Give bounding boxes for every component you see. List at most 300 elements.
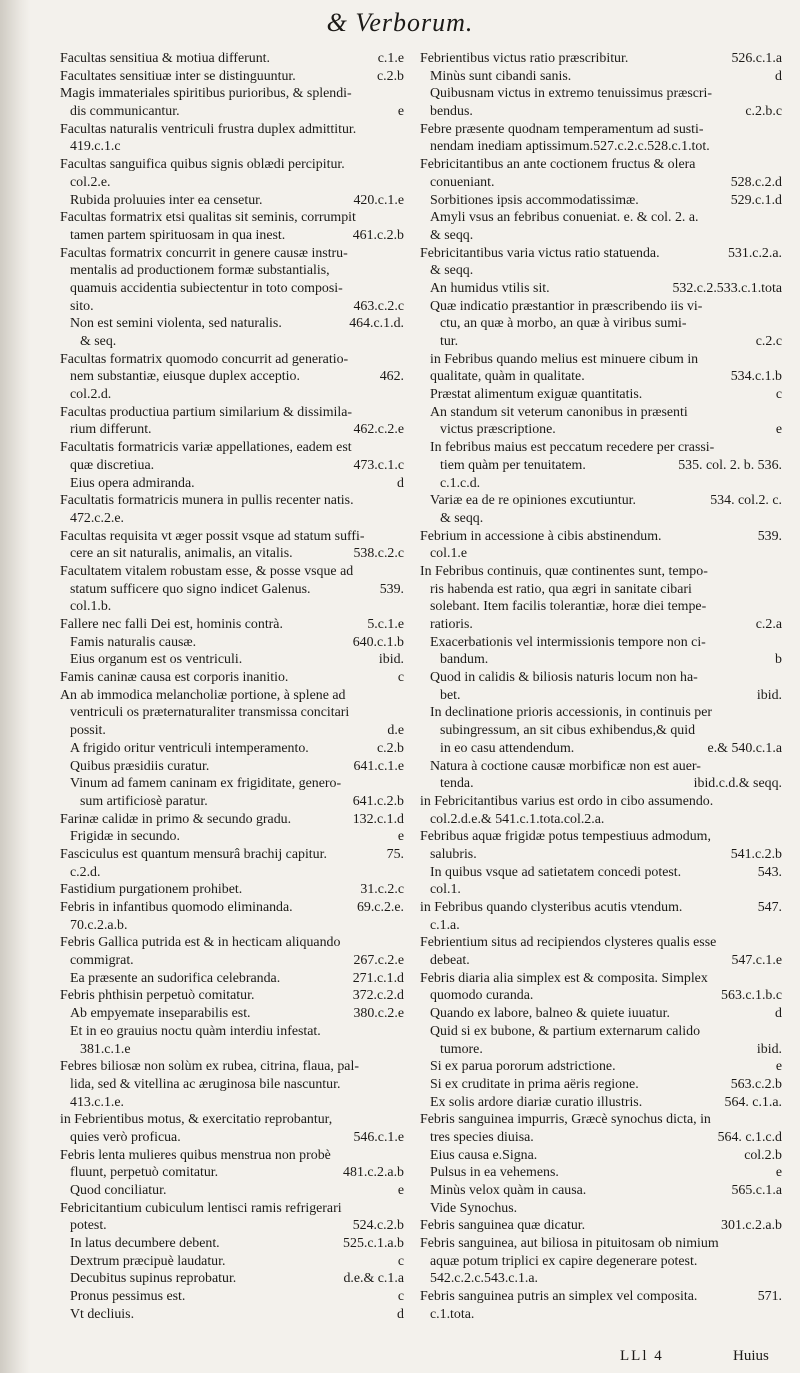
entry-text: Facultas productiua partium similarium & dissimila-: [60, 404, 353, 420]
index-entry-line: [420, 50, 782, 68]
entry-reference: 301.c.2.a.b: [718, 1217, 782, 1235]
entry-text: Facultatis formatricis variæ appellationes, eadem est: [60, 440, 352, 456]
index-entry-line: [420, 563, 782, 581]
entry-text: Febris lenta mulieres quibus menstrua non probè: [60, 1147, 331, 1163]
index-entry-line: [60, 475, 404, 493]
entry-text: Facultatem vitalem robustam esse, & posse vsque ad: [60, 563, 354, 579]
entry-reference: c.1.e: [375, 50, 404, 68]
index-entry-line: [60, 987, 404, 1005]
index-entry-line: [420, 864, 782, 882]
entry-text: nendam inediam aptissimum.527.c.2.c.528.c.1.tot.: [430, 139, 710, 155]
entry-text: Quæ indicatio præstantior in præscribendo iis vi-: [430, 298, 703, 314]
entry-text: Quando ex labore, balneo & quiete iuuatur.: [430, 1006, 670, 1022]
entry-reference: 526.c.1.a: [728, 50, 782, 68]
index-entry-line: [420, 616, 782, 634]
entry-text: Febris phthisin perpetuò comitatur.: [60, 988, 255, 1004]
entry-reference: 564. c.1.a.: [722, 1094, 782, 1112]
index-entry-line: [420, 722, 782, 740]
entry-text: quæ discretiua.: [70, 457, 155, 473]
index-entry-line: [420, 598, 782, 616]
entry-text: Febris in infantibus quomodo eliminanda.: [60, 900, 293, 915]
index-entry-line: [60, 669, 404, 687]
index-entry-line: [60, 828, 404, 846]
entry-text: rium differunt.: [70, 422, 152, 438]
entry-reference: 69.c.2.e.: [354, 899, 404, 917]
index-entry-line: [60, 227, 404, 245]
entry-text: c.1.a.: [430, 917, 460, 933]
index-entry-line: [420, 439, 782, 457]
index-entry-line: [420, 475, 782, 493]
entry-reference: b: [772, 651, 782, 669]
entry-text: Vide Synochus.: [430, 1200, 518, 1216]
index-entry-line: [60, 333, 404, 351]
entry-text: Facultatis formatricis munera in pullis recenter natis.: [60, 493, 354, 509]
entry-text: Febris diaria alia simplex est & composita. Simplex: [420, 970, 708, 986]
entry-text: Rubida proluuies inter ea censetur.: [70, 192, 263, 208]
index-entry-line: [60, 634, 404, 652]
entry-text: c.1.tota.: [430, 1306, 475, 1322]
index-entry-line: [420, 793, 782, 811]
entry-reference: c: [773, 386, 782, 404]
index-entry-line: [60, 1217, 404, 1235]
entry-text: quamuis accidentia subiectentur in toto composi-: [70, 280, 343, 296]
index-entry-line: [420, 492, 782, 510]
entry-text: lida, sed & vitellina ac æruginosa bile nascuntur.: [70, 1076, 341, 1092]
index-entry-line: [420, 545, 782, 563]
index-entry-line: [420, 298, 782, 316]
index-entry-line: [420, 934, 782, 952]
index-entry-line: [420, 1253, 782, 1271]
index-entry-line: [60, 1306, 404, 1324]
entry-reference: 132.c.1.d: [350, 811, 404, 829]
index-entry-line: [420, 85, 782, 103]
entry-reference: 531.c.2.a.: [725, 245, 782, 263]
entry-reference: 563.c.1.b.c: [718, 987, 782, 1005]
page-header: & Verborum.: [326, 8, 474, 37]
entry-text: Præstat alimentum exiguæ quantitatis.: [430, 387, 643, 403]
entry-text: Febrientium situs ad recipiendos clysteres qualis esse: [420, 935, 717, 951]
index-entry-line: [420, 1182, 782, 1200]
index-entry-line: [420, 1147, 782, 1165]
index-entry-line: [60, 262, 404, 280]
entry-text: subingressum, an sit cibus exhibendus,& quid: [440, 723, 696, 739]
entry-text: Ab empyemate inseparabilis est.: [70, 1006, 251, 1022]
index-entry-line: [60, 404, 404, 422]
entry-text: Fasciculus est quantum mensurâ brachij capitur.: [60, 846, 327, 862]
entry-reference: 534. col.2. c.: [707, 492, 782, 510]
entry-text: In Febribus continuis, quæ continentes sunt, tempo-: [420, 563, 708, 579]
entry-text: Natura à coctione causæ morbificæ non est auer-: [430, 758, 701, 774]
index-entry-line: [420, 156, 782, 174]
index-entry-line: [60, 1041, 404, 1059]
index-entry-line: [60, 1200, 404, 1218]
signature-mark: LLl 4: [620, 1348, 664, 1364]
index-entry-line: [420, 1164, 782, 1182]
index-entry-line: [420, 245, 782, 263]
index-entry-line: [60, 740, 404, 758]
entry-text: Facultas formatrix concurrit in genere causæ instru-: [60, 245, 348, 261]
entry-reference: 641.c.1.e: [350, 758, 404, 776]
index-entry-line: [420, 510, 782, 528]
index-entry-line: [60, 917, 404, 935]
entry-reference: c: [395, 1288, 404, 1306]
entry-reference: 546.c.1.e: [350, 1129, 404, 1147]
index-entry-line: [60, 50, 404, 68]
index-entry-line: [420, 881, 782, 899]
entry-text: 419.c.1.c: [70, 139, 121, 155]
index-entry-line: [420, 1217, 782, 1235]
index-entry-line: [60, 1253, 404, 1271]
entry-reference: 532.c.2.533.c.1.tota: [669, 280, 782, 298]
index-entry-line: [420, 315, 782, 333]
entry-reference: 473.c.1.c: [350, 457, 404, 475]
entry-text: In declinatione prioris accessionis, in continuis per: [430, 705, 712, 721]
index-entry-line: [420, 1023, 782, 1041]
index-entry-line: [60, 528, 404, 546]
entry-text: sum artificiosè paratur.: [80, 793, 208, 809]
entry-text: Facultas formatrix etsi qualitas sit seminis, corrumpit: [60, 210, 356, 226]
entry-text: salubris.: [430, 846, 477, 862]
entry-text: victus præscriptione.: [440, 422, 556, 438]
entry-text: Febris sanguinea, aut biliosa in pituitosam ob nimium: [420, 1236, 719, 1252]
index-entry-line: [60, 68, 404, 86]
index-entry-line: [60, 421, 404, 439]
entry-text: Facultates sensitiuæ inter se distinguuntur.: [60, 68, 296, 84]
index-entry-line: [420, 404, 782, 422]
index-entry-line: [60, 846, 404, 864]
entry-text: An ab immodica melancholiæ portione, à splene ad: [60, 687, 346, 703]
entry-text: Facultas formatrix quomodo concurrit ad generatio-: [60, 351, 349, 367]
index-entry-line: [420, 1076, 782, 1094]
entry-reference: c.2.a: [753, 616, 782, 634]
entry-text: 381.c.1.e: [80, 1041, 131, 1057]
entry-text: & seqq.: [430, 263, 474, 279]
index-entry-line: [420, 262, 782, 280]
entry-text: ctu, an quæ à morbo, an quæ à viribus sumi-: [440, 316, 687, 332]
index-entry-line: [60, 1182, 404, 1200]
entry-reference: 543.: [755, 864, 782, 882]
index-entry-line: [60, 687, 404, 705]
entry-text: Vinum ad famem caninam ex frigiditate, genero-: [70, 776, 342, 792]
entry-reference: d: [772, 1005, 782, 1023]
entry-reference: c: [395, 669, 404, 687]
entry-text: potest.: [70, 1218, 107, 1234]
index-entry-line: [60, 103, 404, 121]
entry-text: Eius opera admiranda.: [70, 475, 195, 491]
catchword: Huius: [733, 1348, 769, 1364]
entry-reference: 564. c.1.c.d: [715, 1129, 782, 1147]
entry-text: Farinæ calidæ in primo & secundo gradu.: [60, 811, 292, 827]
entry-text: Magis immateriales spiritibus purioribus, & splendi-: [60, 86, 352, 102]
entry-text: Sorbitiones ipsis accommodatissimæ.: [430, 192, 639, 208]
entry-text: Decubitus supinus reprobatur.: [70, 1271, 237, 1287]
index-entry-line: [420, 581, 782, 599]
index-entry-line: [420, 421, 782, 439]
index-entry-line: [60, 245, 404, 263]
entry-text: Ea præsente an sudorifica celebranda.: [70, 970, 281, 986]
index-entry-line: [60, 351, 404, 369]
index-entry-line: [420, 687, 782, 705]
index-entry-line: [420, 917, 782, 935]
index-entry-line: [60, 138, 404, 156]
index-entry-line: [420, 1111, 782, 1129]
entry-text: tiem quàm per tenuitatem.: [440, 457, 586, 473]
index-entry-line: [420, 811, 782, 829]
index-entry-line: [60, 722, 404, 740]
index-entry-line: [420, 669, 782, 687]
left-column: [60, 50, 404, 1324]
entry-text: tumore.: [440, 1041, 483, 1057]
index-entry-line: [60, 581, 404, 599]
entry-text: 70.c.2.a.b.: [70, 917, 128, 933]
index-entry-line: [420, 704, 782, 722]
index-entry-line: [420, 1288, 782, 1306]
entry-text: col.1.: [430, 882, 461, 898]
entry-text: Febrium in accessione à cibis abstinendum.: [420, 528, 662, 544]
entry-text: Famis caninæ causa est corporis inanitio.: [60, 670, 289, 686]
entry-text: & seqq.: [440, 510, 484, 526]
index-entry-line: [60, 280, 404, 298]
entry-reference: col.2.b: [741, 1147, 782, 1165]
entry-reference: c.2.b: [374, 68, 404, 86]
entry-text: Amyli vsus an febribus conueniat. e. & col. 2. a.: [430, 210, 699, 226]
entry-text: ratioris.: [430, 617, 473, 632]
entry-text: Febres biliosæ non solùm ex rubea, citrina, flaua, pal-: [60, 1059, 359, 1075]
index-entry-line: [60, 1076, 404, 1094]
index-entry-line: [60, 1058, 404, 1076]
entry-text: Fastidium purgationem prohibet.: [60, 882, 243, 898]
entry-text: Febre præsente quodnam temperamentum ad susti-: [420, 121, 704, 137]
entry-text: col.1.e: [430, 546, 468, 562]
index-entry-line: [60, 775, 404, 793]
entry-text: Quod conciliatur.: [70, 1183, 167, 1198]
entry-reference: ibid.: [754, 687, 782, 705]
index-entry-line: [60, 315, 404, 333]
entry-text: & seq.: [80, 334, 117, 349]
entry-reference: 267.c.2.e: [350, 952, 404, 970]
entry-reference: 271.c.1.d: [350, 970, 404, 988]
index-entry-line: [60, 811, 404, 829]
index-entry-line: [420, 970, 782, 988]
index-entry-line: [420, 634, 782, 652]
index-entry-line: [420, 899, 782, 917]
entry-text: Facultas requisita vt æger possit vsque ad statum suffi-: [60, 528, 365, 544]
index-entry-line: [420, 1200, 782, 1218]
entry-reference: 529.c.1.d: [728, 192, 782, 210]
entry-text: Non est semini violenta, sed naturalis.: [70, 316, 282, 332]
entry-text: Et in eo grauius noctu quàm interdiu infestat.: [70, 1023, 321, 1039]
entry-text: sito.: [70, 298, 94, 314]
index-entry-line: [60, 1288, 404, 1306]
entry-reference: 641.c.2.b: [350, 793, 404, 811]
index-entry-line: [420, 758, 782, 776]
entry-text: Minùs velox quàm in causa.: [430, 1183, 587, 1198]
entry-reference: c.2.c: [753, 333, 782, 351]
entry-text: statum sufficere quo signo indicet Galenus.: [70, 581, 311, 597]
entry-reference: c.2.b: [374, 740, 404, 758]
entry-text: bandum.: [440, 652, 489, 668]
entry-reference: 462.c.2.e: [350, 421, 404, 439]
entry-text: Fallere nec falli Dei est, hominis contrà.: [60, 617, 283, 632]
entry-reference: ibid.: [376, 651, 404, 669]
index-entry-line: [60, 1111, 404, 1129]
index-entry-line: [60, 1235, 404, 1253]
entry-text: col.2.e.: [70, 174, 111, 190]
entry-reference: 640.c.1.b: [350, 634, 404, 652]
index-entry-line: [60, 1023, 404, 1041]
index-entry-line: [420, 174, 782, 192]
entry-reference: 525.c.1.a.b: [340, 1235, 404, 1253]
index-entry-line: [60, 192, 404, 210]
index-entry-line: [420, 952, 782, 970]
entry-text: Febris sanguinea impurris, Græcè synochus dicta, in: [420, 1112, 711, 1128]
entry-text: Febrientibus victus ratio præscribitur.: [420, 51, 629, 66]
entry-text: nem substantiæ, eiusque duplex acceptio.: [70, 369, 300, 385]
index-entry-line: [60, 563, 404, 581]
index-entry-line: [420, 775, 782, 793]
entry-text: Quod in calidis & biliosis naturis locum non ha-: [430, 670, 698, 686]
index-entry-line: [420, 457, 782, 475]
entry-reference: 563.c.2.b: [728, 1076, 782, 1094]
entry-text: bendus.: [430, 104, 473, 120]
index-entry-line: [420, 1306, 782, 1324]
index-entry-line: [420, 227, 782, 245]
entry-text: Dextrum præcipuè laudatur.: [70, 1253, 226, 1269]
entry-text: Pronus pessimus est.: [70, 1289, 186, 1305]
entry-reference: c: [395, 1253, 404, 1271]
index-entry-line: [60, 156, 404, 174]
entry-text: ventriculi os præternaturaliter transmissa concitari: [70, 705, 350, 721]
index-entry-line: [420, 103, 782, 121]
index-entry-line: [420, 386, 782, 404]
entry-reference: 463.c.2.c: [350, 298, 404, 316]
entry-text: 542.c.2.c.543.c.1.a.: [430, 1271, 539, 1287]
index-entry-line: [60, 1270, 404, 1288]
entry-reference: 541.c.2.b: [728, 846, 782, 864]
entry-text: quomodo curanda.: [430, 988, 534, 1004]
entry-text: Quid si ex bubone, & partium externarum calido: [430, 1023, 701, 1039]
entry-text: ris habenda est ratio, qua ægri in sanitate cibari: [430, 581, 692, 597]
entry-reference: 547.c.1.e: [728, 952, 782, 970]
entry-reference: 372.c.2.d: [350, 987, 404, 1005]
entry-text: Quibus præsidiis curatur.: [70, 758, 210, 774]
index-entry-line: [60, 598, 404, 616]
index-entry-line: [60, 1164, 404, 1182]
index-entry-line: [420, 528, 782, 546]
index-entry-line: [420, 740, 782, 758]
entry-reference: 565.c.1.a: [728, 1182, 782, 1200]
index-entry-line: [60, 174, 404, 192]
index-entry-line: [420, 987, 782, 1005]
entry-text: Facultas sanguifica quibus signis oblædi percipitur.: [60, 157, 345, 173]
entry-text: conueniant.: [430, 174, 495, 190]
entry-text: Eius causa e.Signa.: [430, 1147, 538, 1163]
index-entry-line: [420, 1129, 782, 1147]
index-entry-line: [420, 1235, 782, 1253]
entry-reference: d.e: [384, 722, 404, 740]
entry-reference: 547.: [755, 899, 782, 917]
entry-reference: 420.c.1.e: [350, 192, 404, 210]
entry-reference: 528.c.2.d: [728, 174, 782, 192]
entry-text: fluunt, perpetuò comitatur.: [70, 1165, 219, 1181]
entry-reference: 534.c.1.b: [728, 368, 782, 386]
entry-reference: 380.c.2.e: [350, 1005, 404, 1023]
index-entry-line: [60, 492, 404, 510]
index-entry-line: [60, 368, 404, 386]
entry-text: dis communicantur.: [70, 104, 180, 120]
entry-text: A frigido oritur ventriculi intemperamento.: [70, 740, 309, 756]
page-gutter: [0, 0, 30, 1373]
index-entry-line: [420, 68, 782, 86]
entry-text: Exacerbationis vel intermissionis tempore non ci-: [430, 634, 706, 650]
index-entry-line: [420, 351, 782, 369]
entry-text: col.2.d.: [70, 387, 112, 403]
entry-text: in Febribus quando melius est minuere cibum in: [430, 351, 699, 367]
entry-text: Si ex cruditate in prima aëris regione.: [430, 1076, 639, 1092]
index-entry-line: [420, 333, 782, 351]
index-entry-line: [420, 192, 782, 210]
entry-reference: 462.: [377, 368, 404, 386]
entry-text: quies verò proficua.: [70, 1129, 181, 1145]
entry-text: 472.c.2.e.: [70, 510, 125, 526]
index-entry-line: [60, 704, 404, 722]
entry-text: tenda.: [440, 776, 474, 792]
entry-text: Eius organum est os ventriculi.: [70, 652, 243, 668]
entry-text: Facultas naturalis ventriculi frustra duplex admittitur.: [60, 121, 357, 137]
entry-text: & seqq.: [430, 227, 474, 243]
entry-text: col.2.d.e.& 541.c.1.tota.col.2.a.: [430, 811, 605, 827]
entry-text: Febris sanguinea putris an simplex vel composita.: [420, 1289, 698, 1305]
entry-reference: 571.: [755, 1288, 782, 1306]
index-entry-line: [420, 1041, 782, 1059]
index-entry-line: [420, 209, 782, 227]
entry-text: in eo casu attendendum.: [440, 740, 575, 756]
entry-reference: e.& 540.c.1.a: [705, 740, 782, 758]
index-entry-line: [60, 952, 404, 970]
entry-text: in Febrientibus motus, & exercitatio reprobantur,: [60, 1112, 333, 1128]
entry-text: Si ex parua pororum adstrictione.: [430, 1059, 616, 1075]
entry-reference: d: [772, 68, 782, 86]
entry-text: Variæ ea de re opiniones excutiuntur.: [430, 493, 636, 509]
entry-reference: 461.c.2.b: [350, 227, 404, 245]
entry-text: c.2.d.: [70, 864, 101, 880]
index-entry-line: [420, 1094, 782, 1112]
entry-text: Febribus aquæ frigidæ potus tempestiuus admodum,: [420, 829, 711, 845]
index-entry-line: [60, 1005, 404, 1023]
index-entry-line: [420, 846, 782, 864]
index-entry-line: [60, 1147, 404, 1165]
entry-text: c.1.c.d.: [440, 475, 481, 491]
index-entry-line: [60, 899, 404, 917]
index-entry-line: [60, 793, 404, 811]
index-entry-line: [60, 439, 404, 457]
index-entry-line: [60, 298, 404, 316]
entry-text: commigrat.: [70, 953, 134, 969]
entry-reference: ibid.: [754, 1041, 782, 1059]
entry-reference: 539.: [377, 581, 404, 599]
index-entry-line: [60, 970, 404, 988]
index-entry-line: [60, 934, 404, 952]
entry-reference: 539.: [755, 528, 782, 546]
entry-reference: 535. col. 2. b. 536.: [675, 457, 782, 475]
index-entry-line: [420, 1058, 782, 1076]
entry-text: Minùs sunt cibandi sanis.: [430, 68, 572, 84]
entry-text: An humidus vtilis sit.: [430, 280, 550, 296]
entry-reference: 481.c.2.a.b: [340, 1164, 404, 1182]
entry-text: Quibusnam victus in extremo tenuissimus præscri-: [430, 86, 713, 102]
entry-reference: c.2.b.c: [742, 103, 782, 121]
entry-text: Pulsus in ea vehemens.: [430, 1165, 559, 1181]
